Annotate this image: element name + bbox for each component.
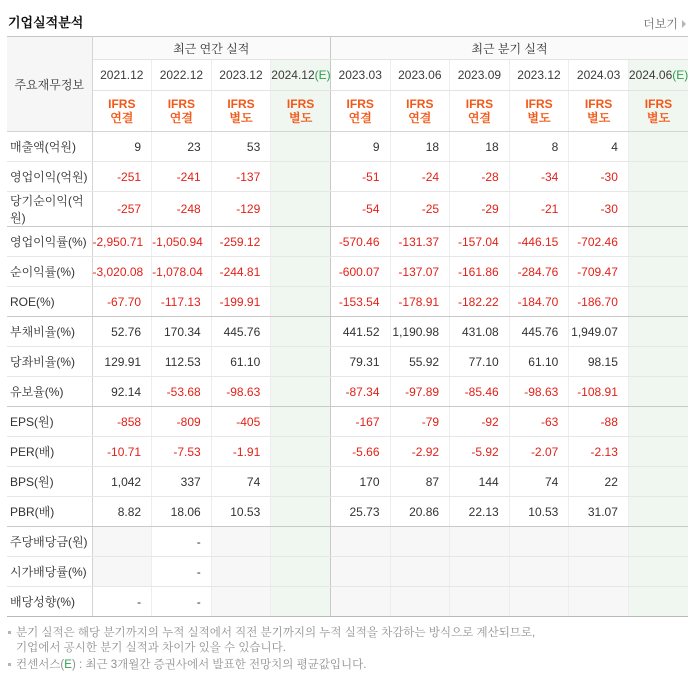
value-cell (211, 557, 271, 587)
value-cell: 31.07 (569, 497, 629, 527)
value-cell: -570.46 (330, 227, 390, 257)
estimate-flag: E (64, 659, 72, 671)
period-header: 2023.12 (211, 60, 271, 91)
ifrs-header: IFRS 별도 (628, 91, 688, 132)
ifrs-header: IFRS 연결 (330, 91, 390, 132)
value-cell: -241 (152, 162, 212, 192)
value-cell: 79.31 (330, 347, 390, 377)
ifrs-header: IFRS 연결 (390, 91, 450, 132)
value-cell: 8.82 (92, 497, 152, 527)
ifrs-header: IFRS 연결 (450, 91, 510, 132)
titlebar (7, 6, 687, 32)
value-cell: 74 (509, 467, 569, 497)
value-cell: -184.70 (509, 287, 569, 317)
value-cell (450, 587, 510, 617)
value-cell (628, 162, 688, 192)
value-cell: -25 (390, 192, 450, 227)
value-cell (628, 497, 688, 527)
value-cell: 18 (390, 132, 450, 162)
value-cell (271, 497, 331, 527)
value-cell: -161.86 (450, 257, 510, 287)
value-cell (628, 287, 688, 317)
value-cell: 1,190.98 (390, 317, 450, 347)
estimate-flag: (E) (672, 68, 689, 82)
value-cell: -21 (509, 192, 569, 227)
footnotes (7, 626, 687, 673)
value-cell: 9 (92, 132, 152, 162)
period-header: 2024.03 (569, 60, 629, 91)
value-cell (628, 557, 688, 587)
value-cell: -30 (569, 192, 629, 227)
row-label: PER(배) (7, 437, 92, 467)
value-cell (450, 527, 510, 557)
value-cell (211, 527, 271, 557)
value-cell: 18 (450, 132, 510, 162)
value-cell (509, 527, 569, 557)
period-header: 2024.12(E) (271, 60, 331, 91)
chevron-right-icon (682, 20, 686, 28)
row-label: ROE(%) (7, 287, 92, 317)
value-cell: -178.91 (390, 287, 450, 317)
value-cell (271, 437, 331, 467)
value-cell: - (92, 587, 152, 617)
period-header: 2023.03 (330, 60, 390, 91)
corner-header: 주요재무정보 (7, 37, 92, 132)
row-label: 매출액(억원) (7, 132, 92, 162)
period-header: 2021.12 (92, 60, 152, 91)
value-cell: 4 (569, 132, 629, 162)
value-cell: -251 (92, 162, 152, 192)
value-cell: -244.81 (211, 257, 271, 287)
value-cell: -10.71 (92, 437, 152, 467)
value-cell (271, 347, 331, 377)
estimate-flag: (E) (314, 68, 331, 82)
value-cell: -5.92 (450, 437, 510, 467)
value-cell: 25.73 (330, 497, 390, 527)
value-cell: 10.53 (509, 497, 569, 527)
value-cell (271, 377, 331, 407)
value-cell: -2.92 (390, 437, 450, 467)
row-label: 주당배당금(원) (7, 527, 92, 557)
value-cell: -98.63 (211, 377, 271, 407)
section-title: 기업실적분석 (8, 15, 84, 30)
value-cell: -24 (390, 162, 450, 192)
period-header: 2023.12 (509, 60, 569, 91)
value-cell: -405 (211, 407, 271, 437)
row-label: 부채비율(%) (7, 317, 92, 347)
value-cell: 77.10 (450, 347, 510, 377)
table-row (7, 132, 688, 162)
table-row (7, 37, 688, 60)
value-cell: -153.54 (330, 287, 390, 317)
value-cell: -1.91 (211, 437, 271, 467)
value-cell: -29 (450, 192, 510, 227)
value-cell (271, 192, 331, 227)
value-cell: -2.07 (509, 437, 569, 467)
value-cell: 92.14 (92, 377, 152, 407)
row-label: 배당성향(%) (7, 587, 92, 617)
value-cell: 431.08 (450, 317, 510, 347)
value-cell: -137 (211, 162, 271, 192)
value-cell: -199.91 (211, 287, 271, 317)
value-cell: -28 (450, 162, 510, 192)
value-cell (628, 192, 688, 227)
value-cell (92, 527, 152, 557)
table-row (7, 587, 688, 617)
value-cell: 144 (450, 467, 510, 497)
value-cell: -67.70 (92, 287, 152, 317)
value-cell: -809 (152, 407, 212, 437)
value-cell: 53 (211, 132, 271, 162)
value-cell: 8 (509, 132, 569, 162)
table-row (7, 407, 688, 437)
value-cell: -131.37 (390, 227, 450, 257)
value-cell: -709.47 (569, 257, 629, 287)
value-cell (271, 467, 331, 497)
table-row (7, 377, 688, 407)
value-cell (628, 347, 688, 377)
row-label: 영업이익률(%) (7, 227, 92, 257)
value-cell: 112.53 (152, 347, 212, 377)
value-cell: -257 (92, 192, 152, 227)
row-label: 영업이익(억원) (7, 162, 92, 192)
value-cell: -79 (390, 407, 450, 437)
value-cell (271, 527, 331, 557)
value-cell: 10.53 (211, 497, 271, 527)
value-cell: 98.15 (569, 347, 629, 377)
value-cell (628, 317, 688, 347)
value-cell: -2.13 (569, 437, 629, 467)
value-cell: 445.76 (509, 317, 569, 347)
value-cell: -85.46 (450, 377, 510, 407)
value-cell: 23 (152, 132, 212, 162)
value-cell: - (152, 527, 212, 557)
value-cell (628, 527, 688, 557)
table-row (7, 527, 688, 557)
more-link[interactable] (643, 15, 686, 32)
value-cell (271, 407, 331, 437)
footnote: 분기 실적은 해당 분기까지의 누적 실적에서 직전 분기까지의 누적 실적을 차감하는 방식으로 계산되므로, 기업에서 공시한 분기 실적과 차이가 있을 수 있습니다. (8, 626, 687, 656)
table-row (7, 91, 688, 132)
table-row (7, 60, 688, 91)
row-label: BPS(원) (7, 467, 92, 497)
value-cell (569, 557, 629, 587)
value-cell: 1,949.07 (569, 317, 629, 347)
value-cell (330, 557, 390, 587)
value-cell: 18.06 (152, 497, 212, 527)
ifrs-header: IFRS 연결 (152, 91, 212, 132)
value-cell (271, 132, 331, 162)
value-cell: -108.91 (569, 377, 629, 407)
value-cell: -3,020.08 (92, 257, 152, 287)
value-cell (628, 132, 688, 162)
value-cell (211, 587, 271, 617)
period-header: 2024.06(E) (628, 60, 688, 91)
period-header: 2023.09 (450, 60, 510, 91)
value-cell (509, 557, 569, 587)
value-cell (271, 287, 331, 317)
value-cell: 52.76 (92, 317, 152, 347)
ifrs-header: IFRS 연결 (92, 91, 152, 132)
value-cell (628, 587, 688, 617)
value-cell: -284.76 (509, 257, 569, 287)
value-cell: 1,042 (92, 467, 152, 497)
row-label: EPS(원) (7, 407, 92, 437)
value-cell: -87.34 (330, 377, 390, 407)
value-cell: -88 (569, 407, 629, 437)
row-label: 유보율(%) (7, 377, 92, 407)
ifrs-header: IFRS 별도 (271, 91, 331, 132)
value-cell (271, 227, 331, 257)
table-body (7, 132, 688, 617)
row-label: PBR(배) (7, 497, 92, 527)
value-cell: -92 (450, 407, 510, 437)
value-cell (628, 467, 688, 497)
table-row (7, 257, 688, 287)
table-row (7, 557, 688, 587)
value-cell: 61.10 (211, 347, 271, 377)
value-cell: -600.07 (330, 257, 390, 287)
value-cell: 9 (330, 132, 390, 162)
value-cell (271, 587, 331, 617)
value-cell (330, 587, 390, 617)
value-cell: -858 (92, 407, 152, 437)
ifrs-header: IFRS 별도 (509, 91, 569, 132)
ifrs-header: IFRS 별도 (211, 91, 271, 132)
more-link-label: 더보기 (643, 17, 678, 31)
table-row (7, 227, 688, 257)
value-cell (390, 527, 450, 557)
value-cell (271, 257, 331, 287)
value-cell: 129.91 (92, 347, 152, 377)
value-cell (569, 527, 629, 557)
value-cell: - (152, 557, 212, 587)
value-cell: -137.07 (390, 257, 450, 287)
value-cell: 20.86 (390, 497, 450, 527)
value-cell: -182.22 (450, 287, 510, 317)
value-cell: -248 (152, 192, 212, 227)
value-cell: -1,050.94 (152, 227, 212, 257)
value-cell: -63 (509, 407, 569, 437)
table-row (7, 192, 688, 227)
value-cell: 87 (390, 467, 450, 497)
value-cell (628, 257, 688, 287)
value-cell (92, 557, 152, 587)
table-row (7, 437, 688, 467)
value-cell: -51 (330, 162, 390, 192)
value-cell: -702.46 (569, 227, 629, 257)
value-cell: 22.13 (450, 497, 510, 527)
financial-table (7, 36, 688, 617)
value-cell: -446.15 (509, 227, 569, 257)
row-label: 순이익률(%) (7, 257, 92, 287)
table-row (7, 287, 688, 317)
ifrs-header: IFRS 별도 (569, 91, 629, 132)
value-cell: -53.68 (152, 377, 212, 407)
value-cell: -7.53 (152, 437, 212, 467)
value-cell (390, 557, 450, 587)
value-cell (509, 587, 569, 617)
value-cell: 170.34 (152, 317, 212, 347)
table-head (7, 37, 688, 132)
value-cell (628, 407, 688, 437)
footnote: 컨센서스(E) : 최근 3개월간 증권사에서 발표한 전망치의 평균값입니다. (8, 658, 687, 673)
table-row (7, 467, 688, 497)
table-row (7, 347, 688, 377)
row-label: 당기순이익(억원) (7, 192, 92, 227)
value-cell: -97.89 (390, 377, 450, 407)
row-label: 당좌비율(%) (7, 347, 92, 377)
value-cell: -117.13 (152, 287, 212, 317)
value-cell (271, 317, 331, 347)
value-cell: -167 (330, 407, 390, 437)
value-cell (628, 227, 688, 257)
value-cell: -54 (330, 192, 390, 227)
value-cell (569, 587, 629, 617)
value-cell: -129 (211, 192, 271, 227)
value-cell: -30 (569, 162, 629, 192)
value-cell: -2,950.71 (92, 227, 152, 257)
table-row (7, 317, 688, 347)
period-header: 2022.12 (152, 60, 212, 91)
value-cell: 74 (211, 467, 271, 497)
value-cell: 337 (152, 467, 212, 497)
value-cell: 22 (569, 467, 629, 497)
value-cell: -186.70 (569, 287, 629, 317)
value-cell (271, 162, 331, 192)
value-cell: -5.66 (330, 437, 390, 467)
value-cell (628, 437, 688, 467)
value-cell: 170 (330, 467, 390, 497)
value-cell (271, 557, 331, 587)
value-cell: 441.52 (330, 317, 390, 347)
table-row (7, 497, 688, 527)
value-cell: -157.04 (450, 227, 510, 257)
value-cell: -98.63 (509, 377, 569, 407)
value-cell: 55.92 (390, 347, 450, 377)
value-cell (450, 557, 510, 587)
period-header: 2023.06 (390, 60, 450, 91)
value-cell: 61.10 (509, 347, 569, 377)
table-row (7, 162, 688, 192)
value-cell (330, 527, 390, 557)
value-cell (390, 587, 450, 617)
group-header: 최근 연간 실적 (92, 37, 330, 60)
value-cell (628, 377, 688, 407)
value-cell: - (152, 587, 212, 617)
row-label: 시가배당률(%) (7, 557, 92, 587)
value-cell: -34 (509, 162, 569, 192)
group-header: 최근 분기 실적 (330, 37, 688, 60)
value-cell: -259.12 (211, 227, 271, 257)
value-cell: -1,078.04 (152, 257, 212, 287)
value-cell: 445.76 (211, 317, 271, 347)
